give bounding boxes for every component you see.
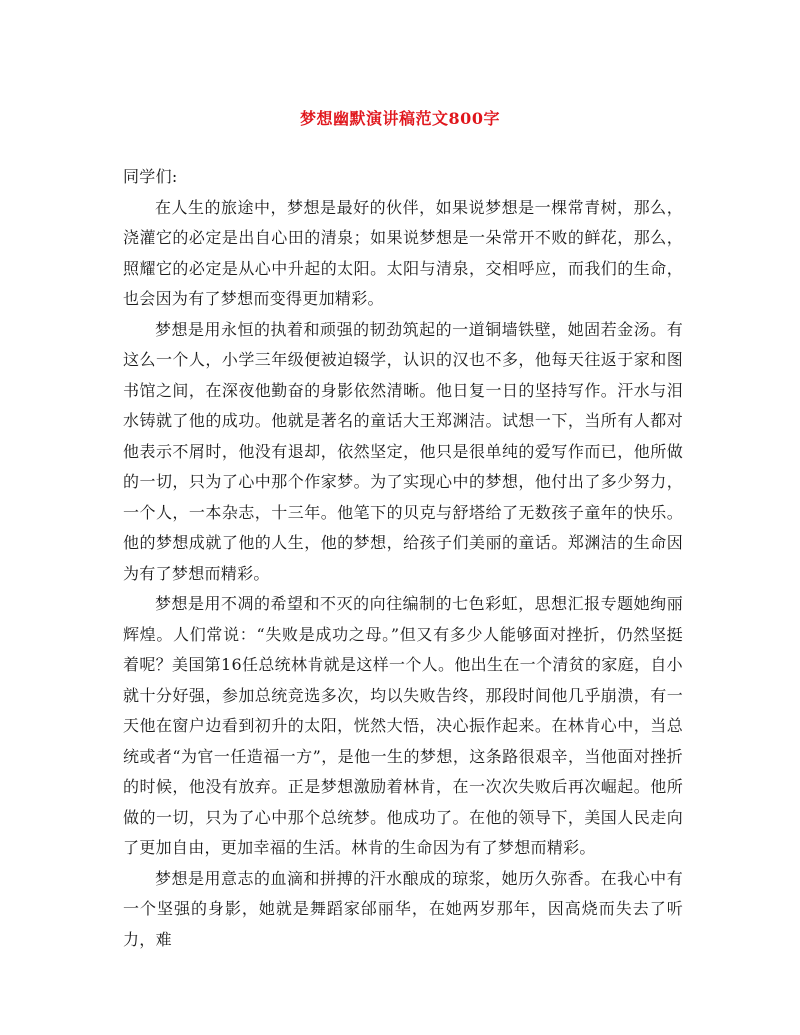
document-title: 梦想幽默演讲稿范文800字 (300, 109, 500, 128)
paragraph-1: 在人生的旅途中，梦想是最好的伙伴，如果说梦想是一棵常青树，那么，浇灌它的必定是出自心田的清泉；如果说梦想是一朵常开不败的鲜花，那么，照耀它的必定是从心中升起的太阳。太阳与清泉，交相呼应，而我们的生命，也会因为有了梦想而变得更加精彩。 (123, 197, 683, 308)
document-body (123, 162, 683, 955)
paragraph-4: 梦想是用意志的血滴和拼搏的汗水酿成的琼浆，她历久弥香。在我心中有一个坚强的身影，她就是舞蹈家邰丽华，在她两岁那年，因高烧而失去了听力，难 (123, 868, 683, 949)
salutation: 同学们: (123, 167, 178, 186)
paragraph-3: 梦想是用不凋的希望和不灭的向往编制的七色彩虹，思想汇报专题她绚丽辉煌。人们常说：“失败是成功之母。”但又有多少人能够面对挫折，仍然坚挺着呢？美国第16任总统林肯就是这样一个人。他出生在一个清贫的家庭，自小就十分好强，参加总统竞选多次，均以失败告终，那段时间他几乎崩溃，有一天他在窗户边看到初升的太阳，恍然大悟，决心振作起来。在林肯心中，当总统或者“为官一任造福一方”，是他一生的梦想，这条路很艰辛，当他面对挫折的时候，他没有放弃。正是梦想激励着林肯，在一次次失败后再次崛起。他所做的一切，只为了心中那个总统梦。他成功了。在他的领导下，美国人民走向了更加自由，更加幸福的生活。林肯的生命因为有了梦想而精彩。 (123, 594, 683, 857)
paragraph-2: 梦想是用永恒的执着和顽强的韧劲筑起的一道铜墙铁壁，她固若金汤。有这么一个人，小学三年级便被迫辍学，认识的汉也不多，他每天往返于家和图书馆之间，在深夜他勤奋的身影依然清晰。他日复一日的坚持写作。汗水与泪水铸就了他的成功。他就是著名的童话大王郑渊洁。试想一下，当所有人都对他表示不屑时，他没有退却，依然坚定，他只是很单纯的爱写作而已，他所做的一切，只为了心中那个作家梦。为了实现心中的梦想，他付出了多少努力，一个人，一本杂志，十三年。他笔下的贝克与舒塔给了无数孩子童年的快乐。他的梦想成就了他的人生，他的梦想，给孩子们美丽的童话。郑渊洁的生命因为有了梦想而精彩。 (123, 319, 683, 583)
